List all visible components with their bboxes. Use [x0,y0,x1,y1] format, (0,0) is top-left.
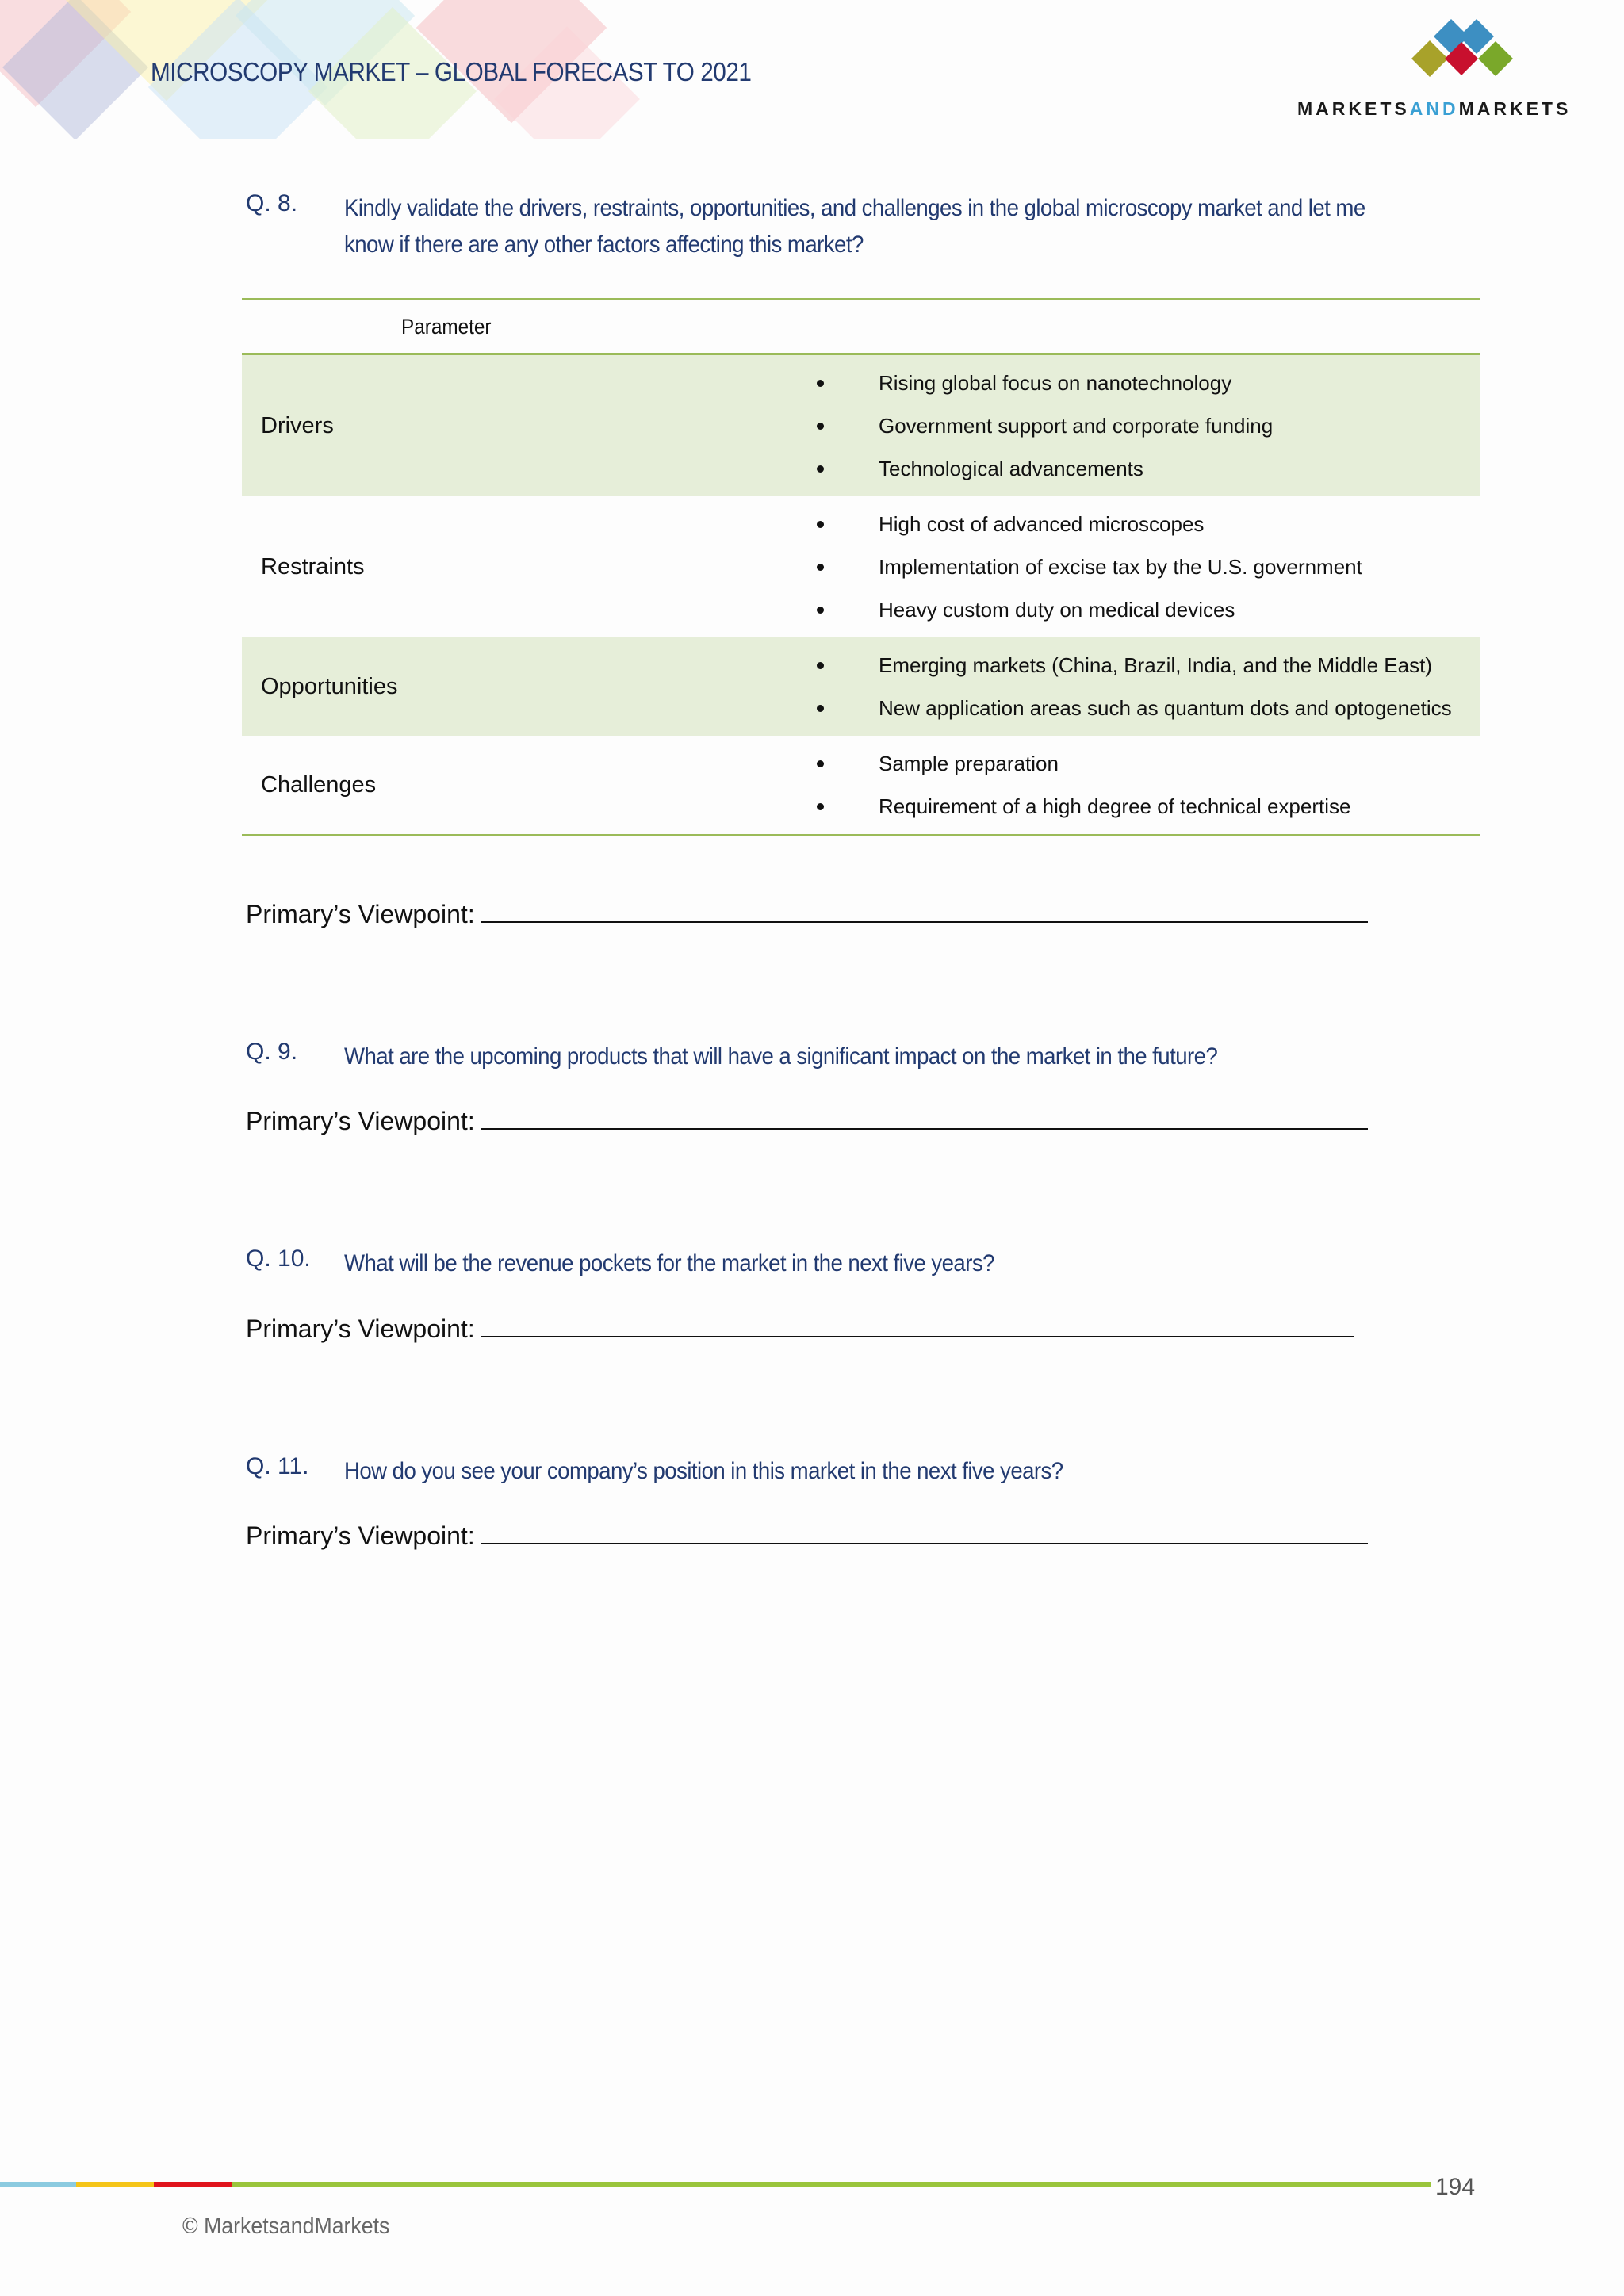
row-label: Drivers [242,354,642,497]
question-number: Q. 8. [246,190,298,216]
question-number: Q. 10. [246,1246,311,1272]
question-text: What will be the revenue pockets for the market in the next five years? [344,1250,994,1276]
viewpoint-label: Primary’s Viewpoint: [246,900,475,928]
question-text: What are the upcoming products that will have a significant impact on the market in the future? [344,1043,1218,1070]
list-item: Government support and corporate funding [642,404,1480,447]
question-number: Q. 9. [246,1039,298,1065]
footer-bar-red [154,2182,232,2187]
list-item: Implementation of excise tax by the U.S. government [642,545,1480,588]
question-11 [246,1453,1483,1490]
table-row [242,496,1480,637]
table-header: Parameter [242,300,1480,354]
footer-bar-blue [0,2182,76,2187]
question-text: Kindly validate the drivers, restraints, opportunities, and challenges in the global microscopy market and let me know if there are any other factors affecting this market? [344,195,1365,258]
parameter-table [242,298,1480,836]
viewpoint-field[interactable] [246,1104,1368,1136]
viewpoint-field[interactable] [246,1519,1368,1551]
logo-wordmark: MARKETSANDMARKETS [1297,98,1572,119]
viewpoint-label: Primary’s Viewpoint: [246,1314,475,1343]
answer-line[interactable] [481,1104,1368,1130]
list-item: High cost of advanced microscopes [642,503,1480,545]
question-10 [246,1246,1483,1282]
list-item: Rising global focus on nanotechnology [642,362,1480,404]
viewpoint-label: Primary’s Viewpoint: [246,1107,475,1135]
question-8 [246,190,1483,263]
row-label: Opportunities [242,637,642,736]
row-label: Restraints [261,553,365,580]
table-row [242,354,1480,497]
table-row [242,736,1480,836]
row-label: Challenges [242,736,642,836]
list-item: Technological advancements [642,447,1480,490]
question-9 [246,1039,1483,1075]
footer-bar-yellow [76,2182,154,2187]
page-number: 194 [1435,2174,1476,2200]
table-row [242,637,1480,736]
list-item: Emerging markets (China, Brazil, India, and the Middle East) [642,644,1480,687]
answer-line[interactable] [481,1519,1368,1544]
list-item: Sample preparation [642,742,1480,785]
list-item: Requirement of a high degree of technical expertise [642,785,1480,828]
viewpoint-field[interactable] [246,1312,1354,1344]
viewpoint-label: Primary’s Viewpoint: [246,1521,475,1550]
question-number: Q. 11. [246,1453,309,1479]
list-item: Heavy custom duty on medical devices [642,588,1480,631]
viewpoint-field[interactable] [246,897,1368,929]
question-text: How do you see your company’s position in this market in the next five years? [344,1458,1063,1484]
document-title: MICROSCOPY MARKET – GLOBAL FORECAST TO 2021 [151,57,752,86]
list-item: New application areas such as quantum dots and optogenetics [642,687,1480,729]
answer-line[interactable] [481,897,1368,923]
answer-line[interactable] [481,1312,1354,1337]
footer-bar-green [232,2182,1431,2187]
copyright: © MarketsandMarkets [182,2214,390,2239]
